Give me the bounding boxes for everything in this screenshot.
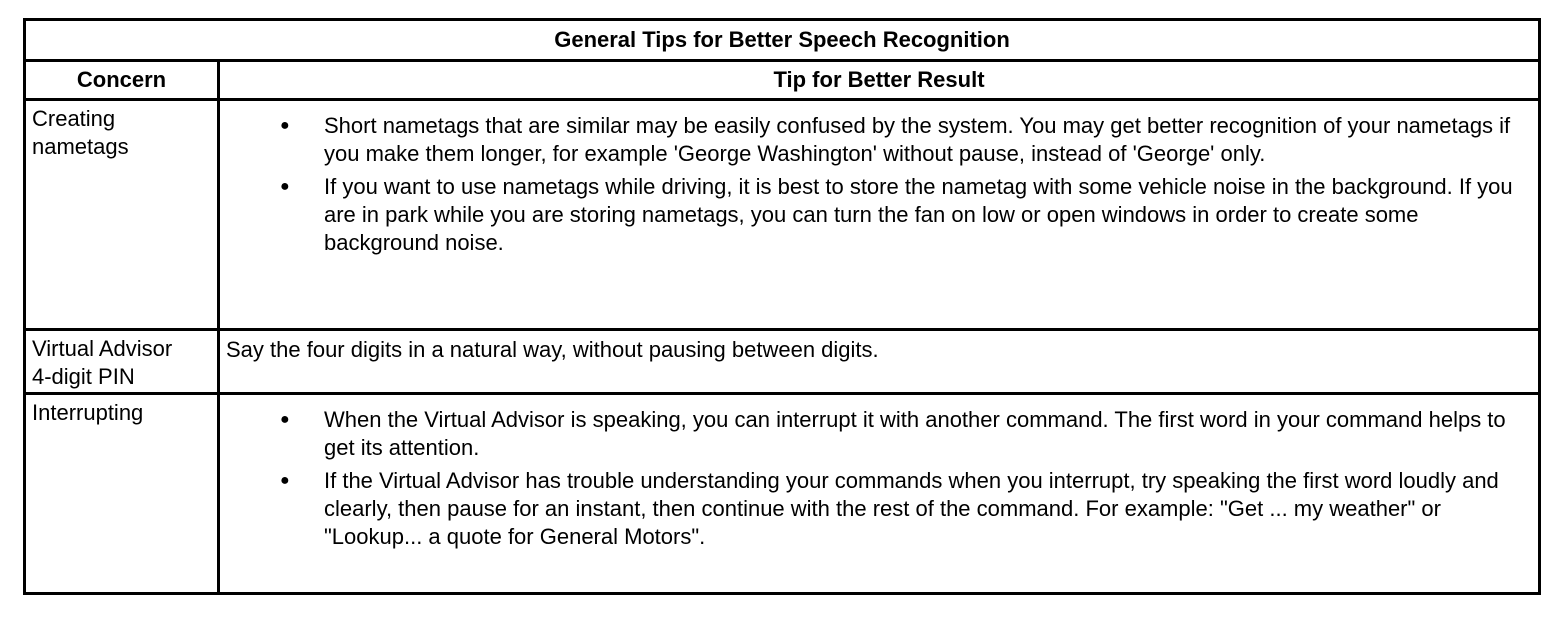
tip-item [220,467,1526,551]
tip-text: Short nametags that are similar may be easily confused by the system. You may get better recognition of your nametags if you make them longer, for example 'George Washington' without pause, instead of 'George' only. [324,113,1511,166]
tip-item [220,406,1526,462]
bullet-icon: ● [280,411,290,428]
concern-line: Virtual Advisor [32,336,173,361]
concern-cell [25,394,219,594]
concern-line: Creating [32,106,116,131]
table-title-row [25,20,1540,61]
bullet-icon: ● [280,117,290,134]
concern-cell [25,100,219,330]
tip-list [220,395,1538,551]
concern-line: Interrupting [32,400,144,425]
tip-cell [219,100,1540,330]
table-row-virtual-advisor-pin [25,330,1540,394]
tip-item [220,112,1526,168]
table-row-interrupting [25,394,1540,594]
bullet-icon: ● [280,472,290,489]
speech-tips-table [23,18,1541,595]
table-header-row [25,61,1540,100]
tip-header: Tip for Better Result [219,61,1540,100]
table-title: General Tips for Better Speech Recognition [25,20,1540,61]
concern-line: 4-digit PIN [32,364,135,389]
tip-list [220,101,1538,257]
tip-item [220,173,1526,257]
table-row-creating-nametags [25,100,1540,330]
tip-cell [219,330,1540,394]
tip-text: Say the four digits in a natural way, without pausing between digits. [226,337,879,362]
tip-text: When the Virtual Advisor is speaking, you can interrupt it with another command. The first word in your command helps to get its attention. [324,407,1506,460]
concern-cell [25,330,219,394]
concern-header: Concern [25,61,219,100]
bullet-icon: ● [280,178,290,195]
tip-cell [219,394,1540,594]
tip-text: If the Virtual Advisor has trouble understanding your commands when you interrupt, try speaking the first word loudly and clearly, then pause for an instant, then continue with the rest of the command. For example: "Get ... my weather" or "Lookup... a quote for General Motors". [324,468,1499,549]
concern-line: nametags [32,134,129,159]
tip-text: If you want to use nametags while driving, it is best to store the nametag with some vehicle noise in the background. If you are in park while you are storing nametags, you can turn the fan on low or open windows in order to create some background noise. [324,174,1513,255]
